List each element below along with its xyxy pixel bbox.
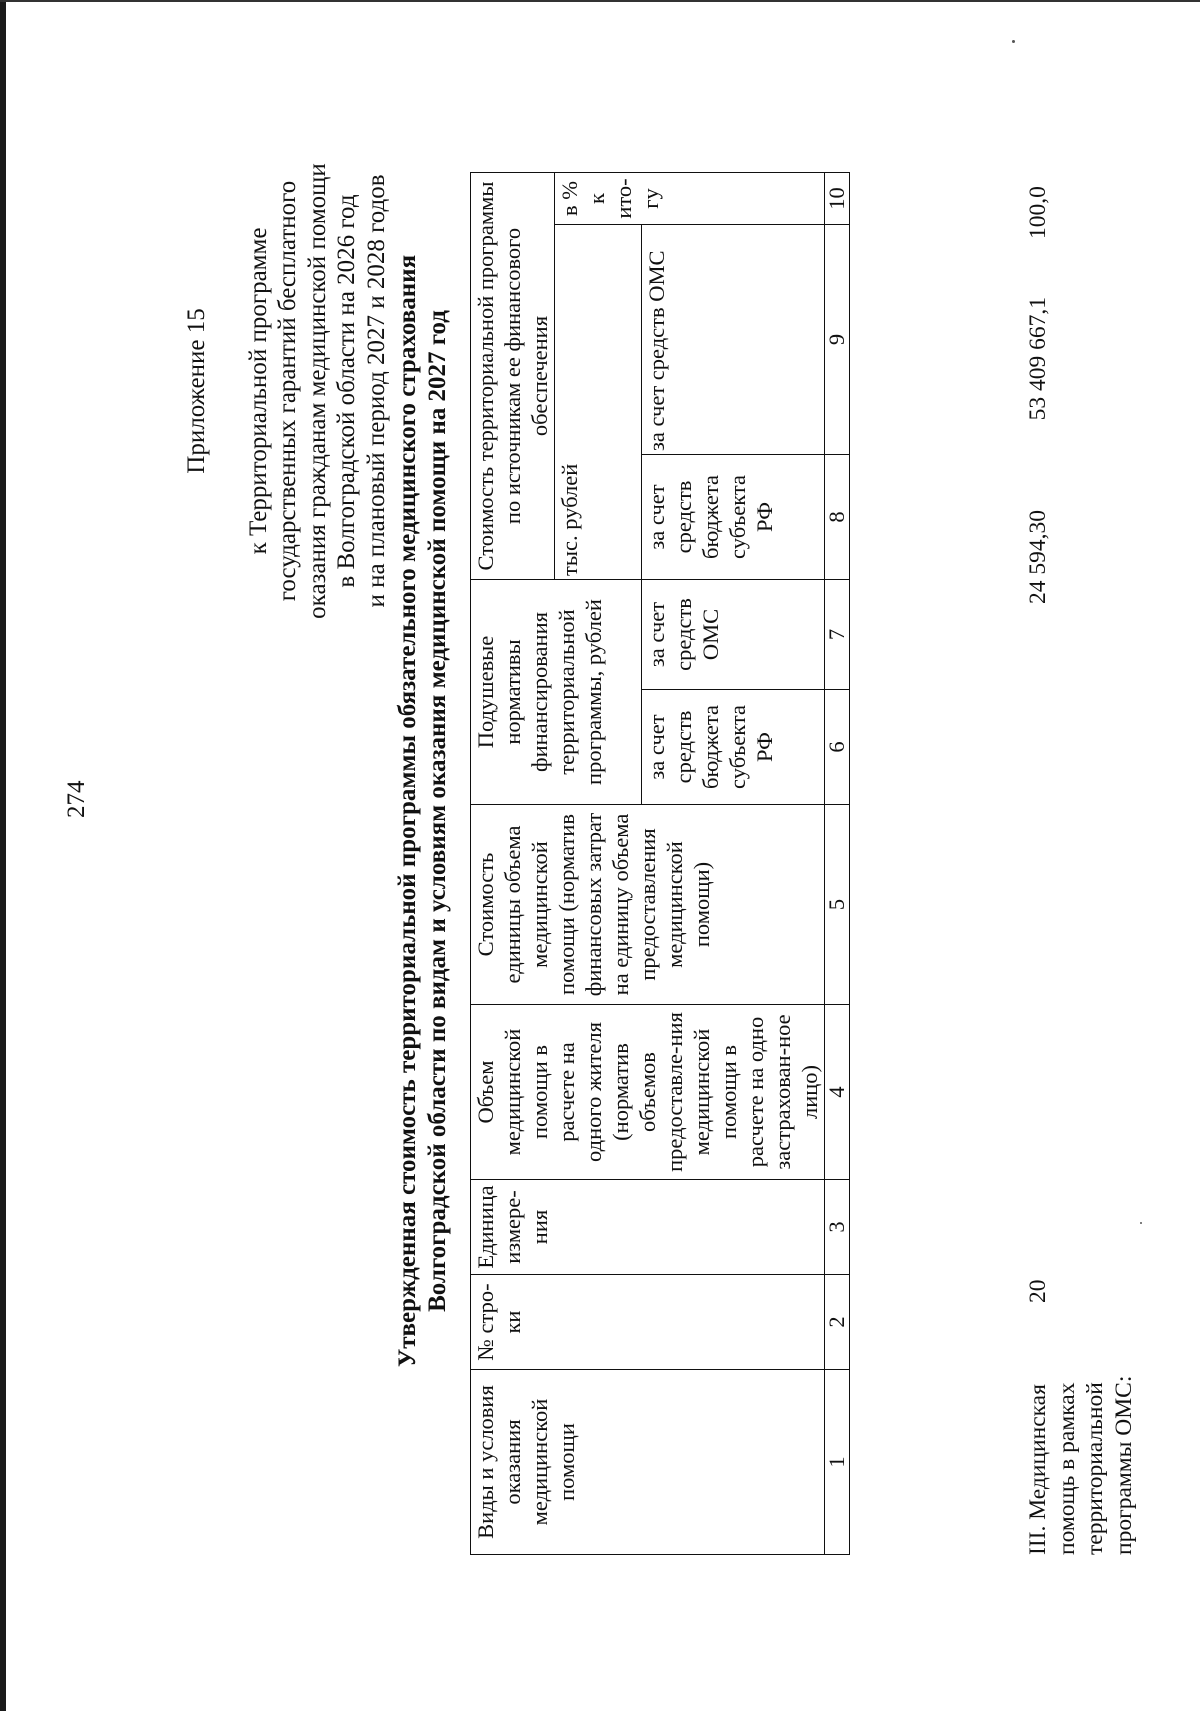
column-number: 6 [825, 690, 850, 805]
column-number: 10 [825, 172, 850, 224]
row-name-line: программы ОМС: [1110, 1375, 1137, 1555]
document-title [393, 61, 453, 1561]
page-number: 274 [63, 780, 90, 818]
annex-line: и на плановый период 2027 и 2028 годов [362, 174, 390, 608]
header-unit: Единица измере-ния [471, 1180, 825, 1275]
annex-header [182, 71, 391, 711]
header-per-capita-group: Подушевые нормативы финансирования территориальной программы, рублей [471, 579, 642, 804]
row-name [1024, 1355, 1138, 1555]
column-number: 2 [825, 1275, 850, 1370]
row-cost-oms: 53 409 667,1 [1025, 297, 1051, 421]
row-line-number: 20 [1025, 1279, 1051, 1303]
column-number: 8 [825, 454, 850, 579]
annex-line: в Волгоградской области на 2026 год [333, 194, 360, 588]
column-number: 3 [825, 1180, 850, 1275]
header-line-number: № стро-ки [471, 1275, 825, 1370]
column-number: 7 [825, 579, 850, 689]
document-title-line: Утвержденная стоимость территориальной программы обязательного медицинского страхования [394, 254, 421, 1368]
column-number: 9 [825, 224, 850, 454]
header-percent-total: в % к ито-гу [555, 172, 825, 224]
header-cost-oms: за счет средств ОМС [642, 224, 825, 454]
annex-line: государственных гарантий бесплатного [274, 180, 301, 602]
header-per-capita-oms: за счет средств ОМС [642, 579, 825, 689]
header-thousand-rub: тыс. рублей [555, 224, 642, 579]
row-name-line: III. Медицинская [1025, 1384, 1051, 1555]
header-per-capita-budget: за счет средств бюджета субъекта РФ [642, 690, 825, 805]
column-number-row [825, 172, 850, 1554]
row-name-line: территориальной [1082, 1382, 1108, 1555]
annex-line: к Территориальной программе [244, 227, 272, 555]
header-program-cost-group: Стоимость территориальной программы по источникам ее финансового обеспечения [471, 172, 555, 579]
column-number: 1 [825, 1370, 850, 1555]
table-row [1024, 173, 1154, 1555]
annex-title: Приложение 15 [183, 308, 210, 474]
header-cost-budget: за счет средств бюджета субъекта РФ [642, 454, 825, 579]
column-number: 4 [825, 1005, 850, 1180]
annex-line: оказания гражданам медицинской помощи [303, 163, 331, 619]
header-type-conditions: Виды и условия оказания медицинской помощи [471, 1370, 825, 1555]
row-percent: 100,0 [1025, 186, 1051, 239]
header-unit-cost: Стоимость единицы объема медицинской помощи (норматив финансовых затрат на единицу объема предоставления медицинской помощи) [471, 805, 825, 1005]
document-title-line: Волгоградской области по видам и условиям оказания медицинской помощи на 2027 год [424, 310, 451, 1312]
row-per-capita-oms: 24 594,30 [1025, 510, 1051, 604]
cost-table [470, 172, 850, 1555]
header-volume: Объем медицинской помощи в расчете на одного жителя (норматив объемов предоставле-ния медицинской помощи в расчете на одно застрахован-ное лицо) [471, 1005, 825, 1180]
column-number: 5 [825, 805, 850, 1005]
row-name-line: помощь в рамках [1053, 1382, 1080, 1555]
